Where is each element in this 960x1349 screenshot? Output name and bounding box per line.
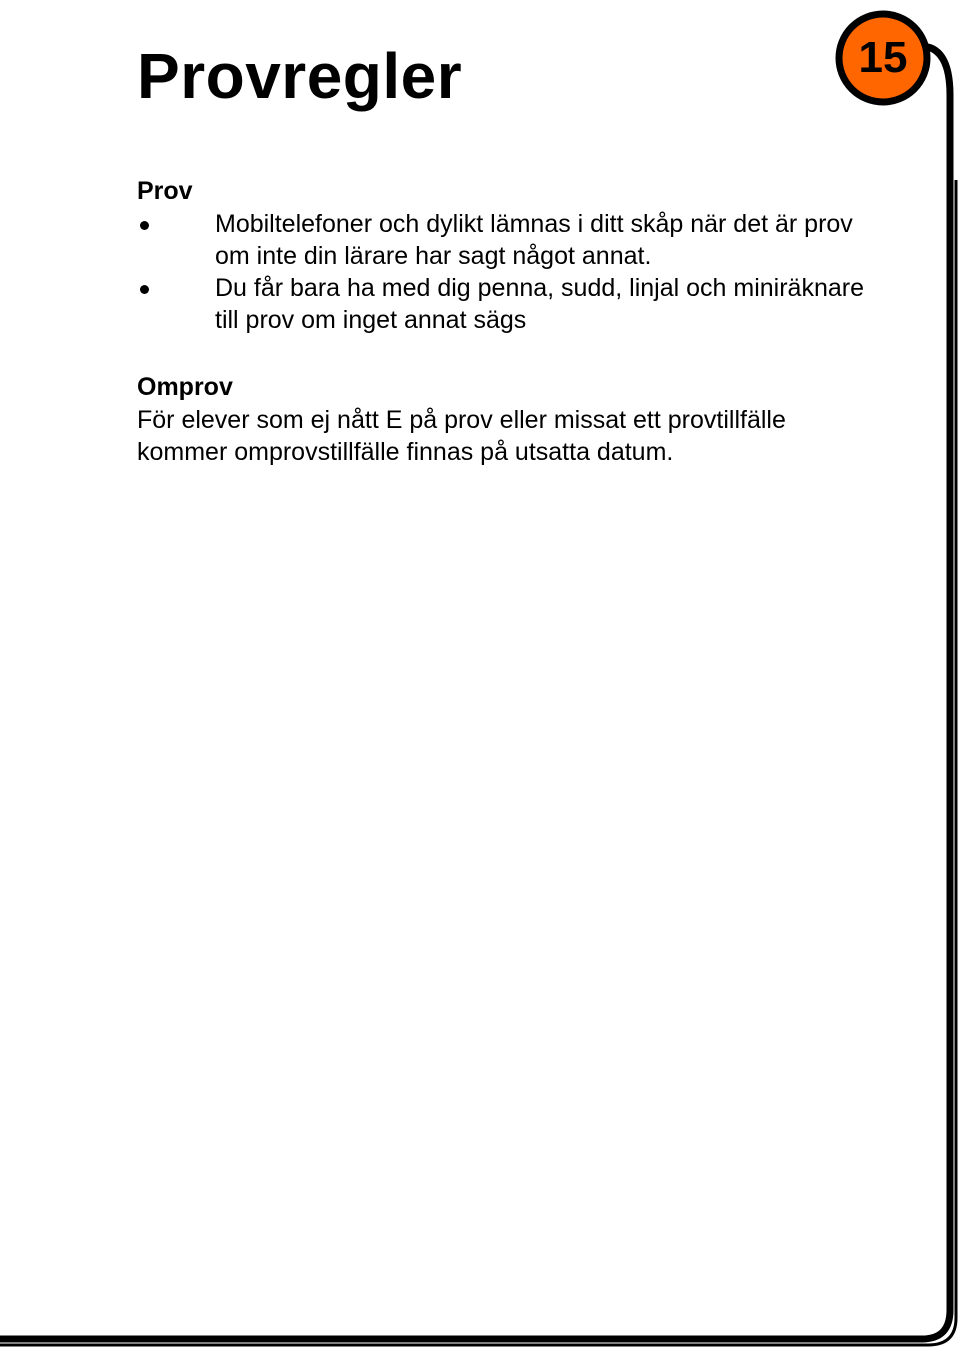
bullet-icon	[140, 285, 149, 294]
list-item	[137, 208, 877, 272]
section-omprov	[137, 370, 877, 468]
section-heading-omprov: Omprov	[137, 373, 233, 401]
rules-list	[137, 208, 877, 336]
page-number: 15	[858, 33, 908, 82]
section-heading-prov: Prov	[137, 177, 193, 205]
list-item-text: Du får bara ha med dig penna, sudd, linjal och miniräknare till prov om inget annat sägs	[215, 274, 864, 334]
omprov-text: För elever som ej nått E på prov eller missat ett provtillfälle kommer omprovstillfälle finnas på utsatta datum.	[137, 406, 786, 466]
bullet-icon	[140, 221, 149, 230]
page-title: Provregler	[137, 40, 463, 112]
list-item	[137, 272, 877, 336]
frame-shadow	[0, 180, 956, 1345]
list-item-text: Mobiltelefoner och dylikt lämnas i ditt skåp när det är prov om inte din lärare har sagt något annat.	[215, 210, 853, 270]
section-prov	[137, 174, 877, 336]
